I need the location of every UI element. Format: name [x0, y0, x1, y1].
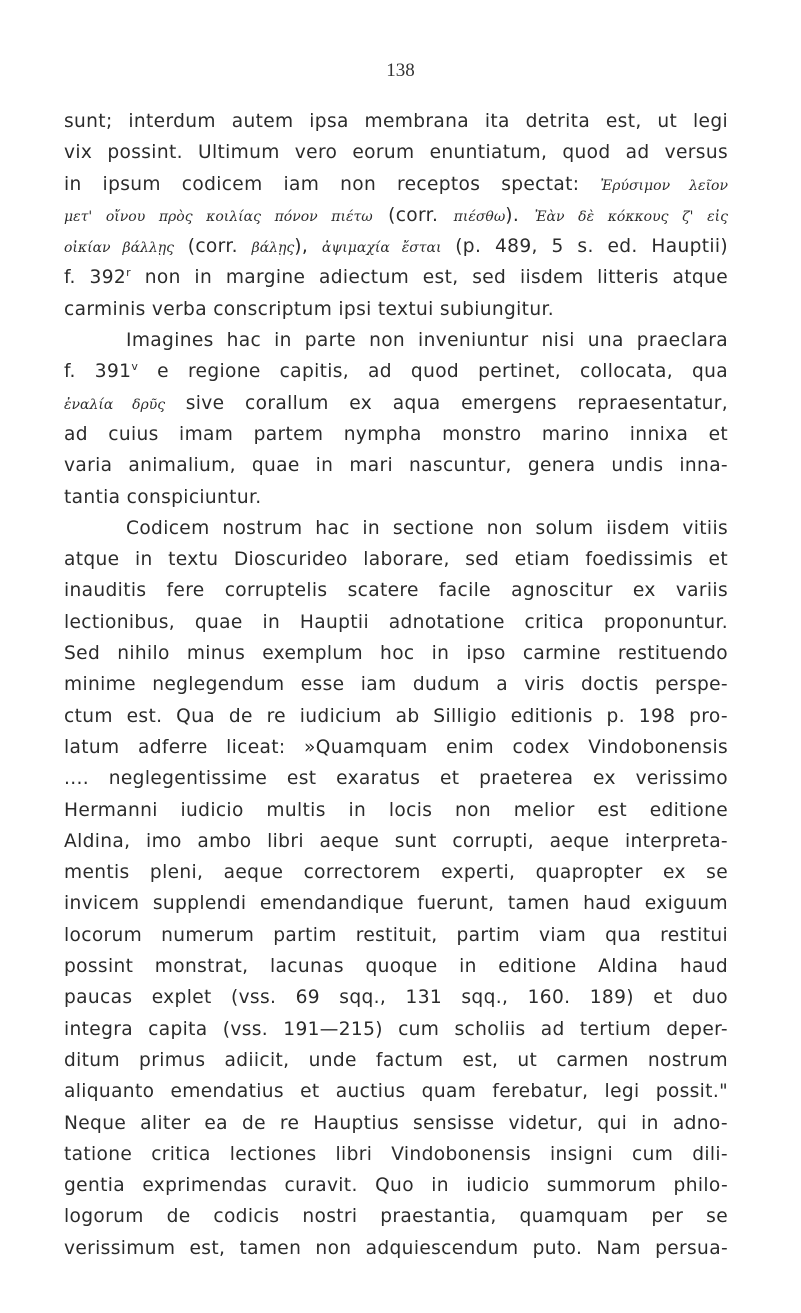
latin-text: ).	[505, 204, 535, 226]
latin-text: (corr.	[372, 204, 454, 226]
latin-text: Neque aliter ea de re Hauptius sensisse videtur, qui in adno-	[64, 1112, 728, 1134]
latin-text: ctum est. Qua de re iudicium ab Silligio editionis p. 198 pro-	[64, 705, 728, 727]
text-line	[64, 795, 728, 826]
latin-text: verissimum est, tamen non adquiescendum puto. Nam persua-	[64, 1237, 728, 1259]
text-line	[64, 1170, 728, 1201]
latin-text: (corr.	[174, 236, 252, 258]
greek-text: ἐναλία δρῦς	[64, 396, 166, 413]
text-line	[64, 920, 728, 951]
text-line	[64, 262, 728, 293]
latin-text: minime neglegendum esse iam dudum a viris doctis perspe-	[64, 674, 728, 696]
latin-text: mentis pleni, aeque correctorem experti, quapropter ex se	[64, 862, 728, 884]
latin-text: .... neglegentissime est exaratus et praeterea ex verissimo	[64, 768, 728, 790]
superscript: r	[126, 266, 131, 280]
text-line	[64, 857, 728, 888]
latin-text: invicem supplendi emendandique fuerunt, tamen haud exiguum	[64, 893, 728, 915]
greek-text: πιέσθω	[453, 208, 506, 225]
latin-text: e regione capitis, ad quod pertinet, collocata, qua	[138, 361, 728, 383]
text-line	[64, 294, 728, 325]
latin-text: locorum numerum partim restituit, partim viam qua restitui	[64, 924, 728, 946]
greek-text: μετ' οἴνου πρὸς κοιλίας πόνον πιέτω	[64, 208, 373, 225]
latin-text: f. 392	[64, 267, 127, 289]
latin-text: gentia exprimendas curavit. Quo in iudicio summorum philo-	[64, 1175, 728, 1197]
text-line	[64, 137, 728, 168]
greek-text: οἰκίαν βάλλῃς	[64, 240, 175, 257]
text-line	[64, 231, 728, 262]
latin-text: f. 391	[64, 361, 132, 383]
latin-text: ditum primus adiicit, unde factum est, ut carmen nostrum	[64, 1049, 728, 1071]
latin-text: paucas explet (vss. 69 sqq., 131 sqq., 160. 189) et duo	[64, 987, 728, 1009]
latin-text: Aldina, imo ambo libri aeque sunt corrupti, aeque interpreta-	[64, 830, 728, 852]
text-line	[64, 669, 728, 700]
greek-text: ἀψιμαχία ἔσται	[321, 240, 442, 257]
text-line	[64, 826, 728, 857]
body-text	[64, 106, 728, 1264]
text-line	[64, 388, 728, 419]
latin-text: non in margine adiectum est, sed iisdem litteris atque	[130, 267, 728, 289]
latin-text: varia animalium, quae in mari nascuntur, genera undis inna-	[64, 455, 728, 477]
text-line	[64, 169, 728, 200]
superscript: v	[131, 360, 139, 374]
text-line	[64, 701, 728, 732]
text-line	[64, 888, 728, 919]
text-line	[64, 325, 728, 356]
text-line	[64, 1139, 728, 1170]
greek-text: Ἐρύσιμον λεῖον	[600, 177, 728, 194]
latin-text: vix possint. Ultimum vero eorum enuntiatum, quod ad versus	[64, 142, 728, 164]
latin-text: sunt; interdum autem ipsa membrana ita detrita est, ut legi	[64, 111, 728, 132]
text-line	[64, 982, 728, 1013]
latin-text: Imagines hac in parte non inveniuntur nisi una praeclara	[126, 330, 728, 352]
text-line	[64, 482, 728, 513]
text-line	[64, 951, 728, 982]
latin-text: lectionibus, quae in Hauptii adnotatione critica proponuntur.	[64, 611, 728, 633]
text-line	[64, 1045, 728, 1076]
text-line	[64, 763, 728, 794]
latin-text: logorum de codicis nostri praestantia, quamquam per se	[64, 1206, 728, 1228]
text-line	[64, 1014, 728, 1045]
greek-text: Ἐὰν δὲ κόκκους ζ' εἰς	[534, 208, 728, 225]
text-line	[64, 638, 728, 669]
text-line	[64, 106, 728, 137]
latin-text: (p. 489, 5 s. ed. Hauptii)	[441, 236, 728, 258]
text-line	[64, 1233, 728, 1264]
text-line	[64, 732, 728, 763]
text-line	[64, 575, 728, 606]
latin-text: ),	[294, 236, 322, 258]
latin-text: possint monstrat, lacunas quoque in editione Aldina haud	[64, 956, 728, 978]
latin-text: atque in textu Dioscurideo laborare, sed etiam foedissimis et	[64, 549, 728, 571]
latin-text: tatione critica lectiones libri Vindobonensis insigni cum dili-	[64, 1143, 728, 1165]
latin-text: Sed nihilo minus exemplum hoc in ipso carmine restituendo	[64, 643, 728, 665]
latin-text: tantia conspiciuntur.	[64, 486, 262, 508]
text-line	[64, 607, 728, 638]
text-line	[64, 419, 728, 450]
page-number: 138	[386, 60, 415, 81]
text-line	[64, 450, 728, 481]
latin-text: Codicem nostrum hac in sectione non solum iisdem vitiis	[126, 517, 728, 539]
text-line	[64, 544, 728, 575]
greek-text: βάλῃς	[251, 240, 295, 257]
latin-text: inauditis fere corruptelis scatere facile agnoscitur ex variis	[64, 580, 728, 602]
text-line	[64, 513, 728, 544]
text-line	[64, 200, 728, 231]
text-line	[64, 1076, 728, 1107]
latin-text: sive corallum ex aqua emergens repraesentatur,	[165, 392, 728, 414]
latin-text: aliquanto emendatius et auctius quam ferebatur, legi possit."	[64, 1081, 728, 1103]
latin-text: Hermanni iudicio multis in locis non melior est editione	[64, 799, 728, 821]
text-line	[64, 1108, 728, 1139]
latin-text: integra capita (vss. 191—215) cum scholiis ad tertium deper-	[64, 1018, 728, 1040]
latin-text: ad cuius imam partem nympha monstro marino innixa et	[64, 423, 728, 445]
text-line	[64, 1201, 728, 1232]
latin-text: carminis verba conscriptum ipsi textui subiungitur.	[64, 298, 555, 320]
text-line	[64, 356, 728, 387]
latin-text: latum adferre liceat: »Quamquam enim codex Vindobonensis	[64, 736, 728, 758]
latin-text: in ipsum codicem iam non receptos spectat:	[64, 173, 601, 195]
